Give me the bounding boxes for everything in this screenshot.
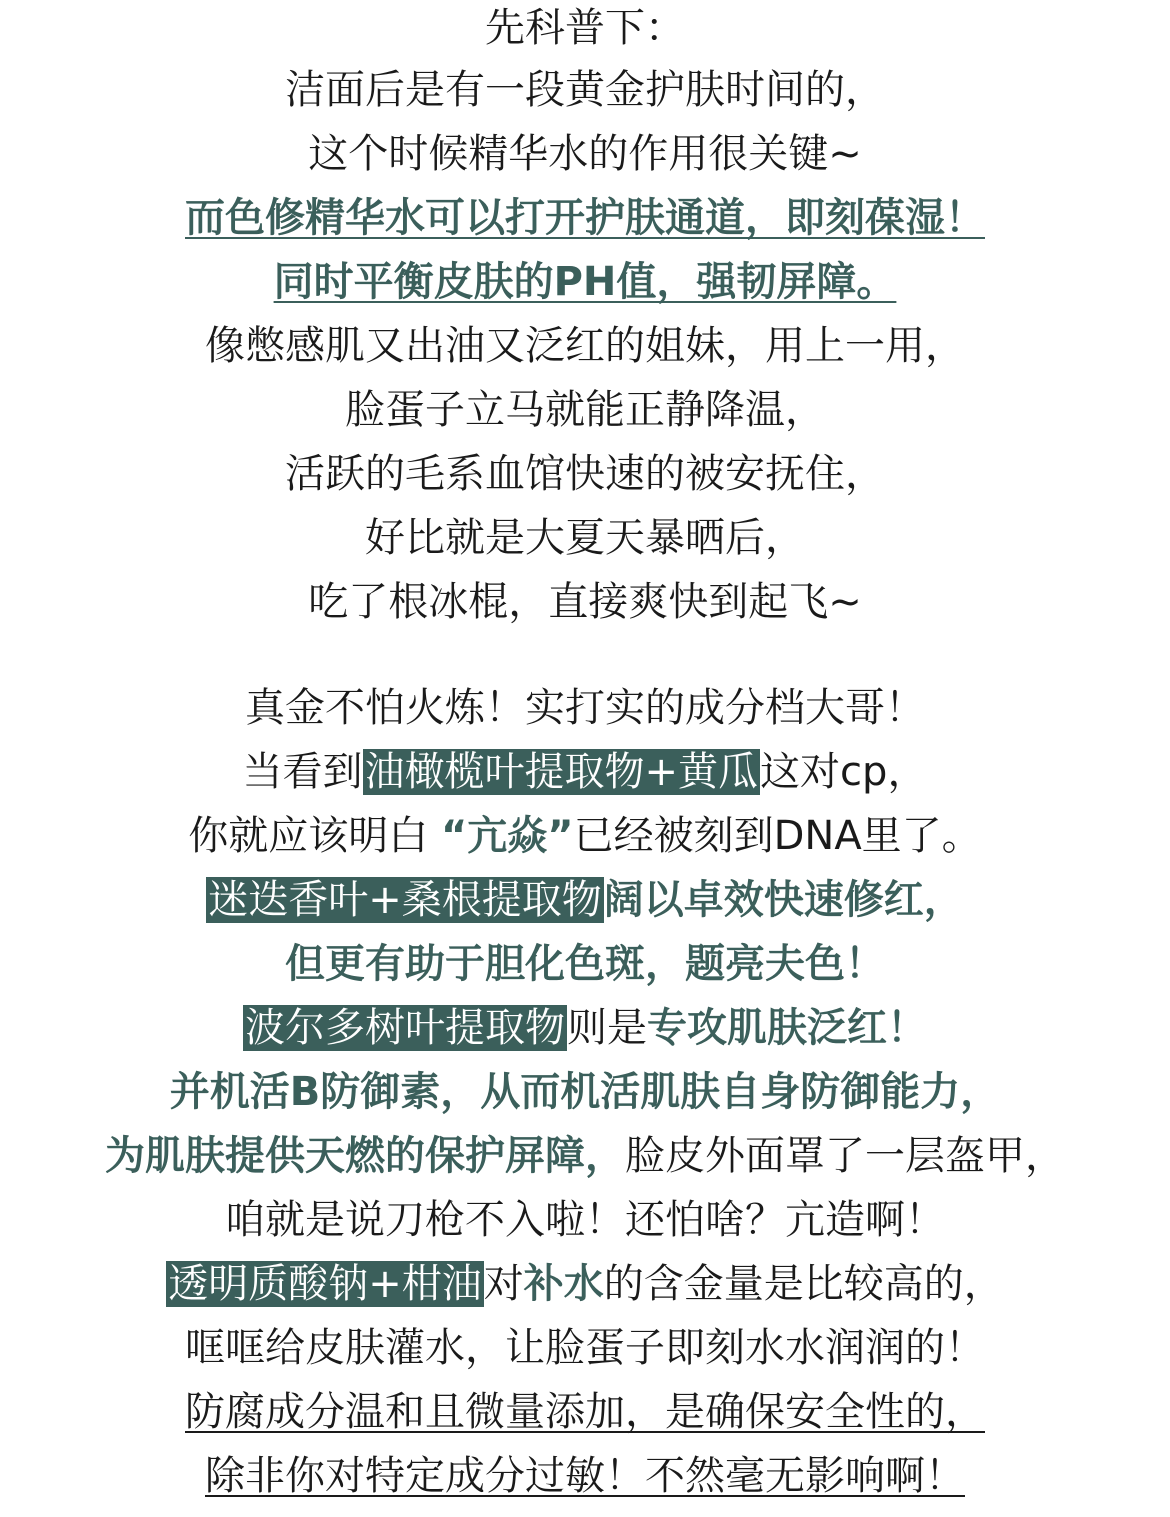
intro-heading: 先科普下： (485, 5, 685, 51)
text-line (0, 382, 1170, 442)
highlighted-ingredient: 油橄榄叶提取物+黄瓜 (364, 749, 759, 795)
underlined-text: 防腐成分温和且微量添加，是确保安全性的， (185, 1389, 985, 1435)
text-span: 则是 (567, 1005, 647, 1051)
text-line (0, 126, 1170, 186)
highlighted-ingredient: 透明质酸钠+柑油 (168, 1261, 482, 1307)
text-line (0, 1384, 1170, 1444)
text-line (0, 680, 1170, 740)
text-span: 的含金量是比较高的， (603, 1261, 1004, 1307)
text-line (0, 808, 1170, 868)
text-line (0, 510, 1170, 570)
text-span: 咱就是说刀枪不入啦！还怕啥？亢造啊！ (225, 1197, 945, 1243)
text-line (0, 1256, 1170, 1316)
emphasis-text: 补水 (523, 1261, 604, 1307)
text-span: 这个时候精华水的作用很关键~ (308, 131, 862, 177)
text-line (0, 574, 1170, 634)
emphasis-text: 专攻肌肤泛红！ (647, 1005, 927, 1051)
text-span: 吃了根冰棍，直接爽快到起飞~ (308, 579, 862, 625)
text-span: 洁面后是有一段黄金护肤时间的， (285, 67, 885, 113)
text-line (0, 1320, 1170, 1380)
emphasis-text: 但更有助于胆化色斑，题亮夫色！ (285, 941, 885, 987)
text-span: 真金不怕火炼！实打实的成分档大哥！ (245, 685, 925, 731)
underlined-emphasis: 同时平衡皮肤的PH值，强韧屏障。 (273, 259, 897, 305)
text-line (0, 936, 1170, 996)
text-span: 你就应该明白 (188, 813, 442, 859)
highlighted-ingredient: 迷迭香叶+桑根提取物 (208, 877, 602, 923)
emphasis-text: 为肌肤提供天燃的保护屏障， (105, 1133, 625, 1179)
text-line (0, 1000, 1170, 1060)
text-line (0, 446, 1170, 506)
text-span: 好比就是大夏天暴晒后， (365, 515, 805, 561)
emphasis-text: 阔以卓效快速修红， (603, 877, 964, 923)
text-line (0, 190, 1170, 250)
text-line (0, 254, 1170, 314)
text-line (0, 744, 1170, 804)
text-span: 已经被刻到DNA里了。 (573, 813, 982, 859)
text-line (0, 1192, 1170, 1252)
text-line (0, 1448, 1170, 1508)
text-span: 这对cp， (760, 749, 928, 795)
text-line (0, 0, 1170, 60)
text-line (0, 318, 1170, 378)
emphasis-text: 并机活B防御素，从而机活肌肤自身防御能力， (169, 1069, 1001, 1115)
text-span: 脸皮外面罩了一层盔甲， (625, 1133, 1065, 1179)
text-span: 哐哐给皮肤灌水，让脸蛋子即刻水水润润的！ (185, 1325, 985, 1371)
text-span: 对 (483, 1261, 524, 1307)
highlighted-ingredient: 波尔多树叶提取物 (245, 1005, 565, 1051)
text-span: 像憋感肌又出油又泛红的姐妹，用上一用， (205, 323, 965, 369)
underlined-emphasis: 而色修精华水可以打开护肤通道，即刻葆湿！ (185, 195, 985, 241)
text-span: 活跃的毛系血馆快速的被安抚住， (285, 451, 885, 497)
text-span: 当看到 (242, 749, 363, 795)
underlined-text: 除非你对特定成分过敏！不然毫无影响啊！ (205, 1453, 965, 1499)
emphasis-text: “亢焱” (441, 813, 574, 859)
text-line (0, 1128, 1170, 1188)
text-line (0, 872, 1170, 932)
text-line (0, 1064, 1170, 1124)
text-line (0, 62, 1170, 122)
text-span: 脸蛋子立马就能正静降温， (345, 387, 825, 433)
